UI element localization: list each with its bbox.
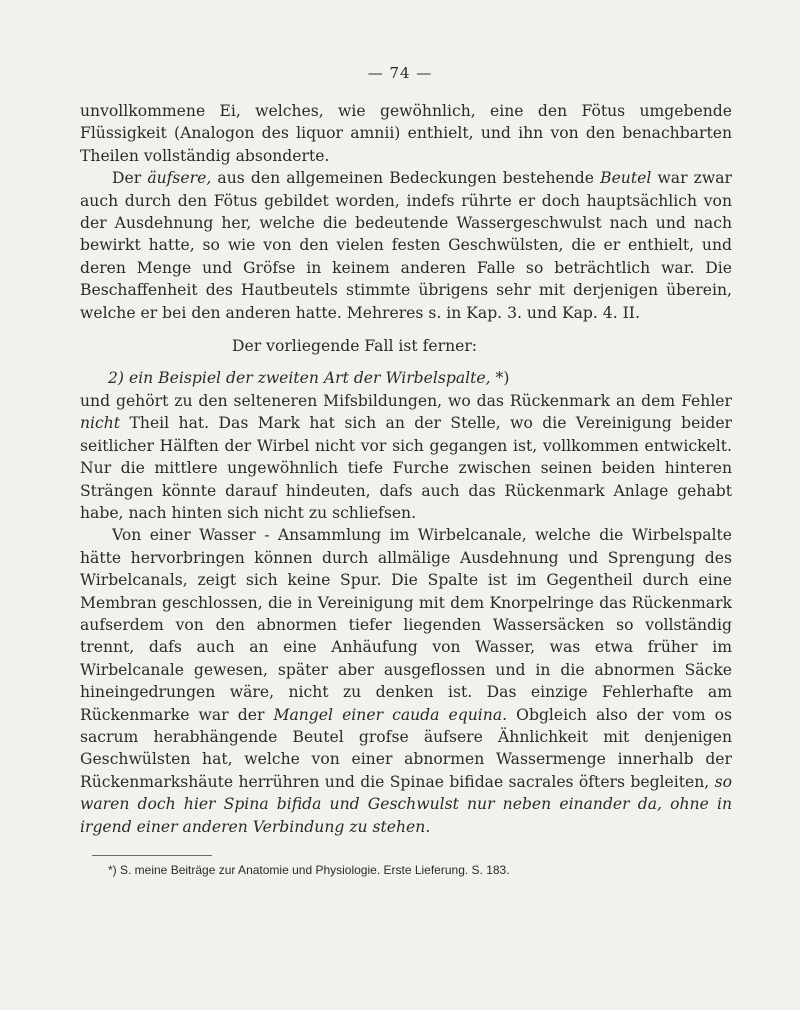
emphasis-text: nicht: [80, 414, 121, 433]
text-run: Theil hat. Das Mark hat sich an der Stelle, wo die Vereinigung beider seitlicher Hälften der Wirbel nicht vor sich gegangen ist, vollkommen entwickelt. Nur die mittlere ungewöhnlich tiefe Furche zwischen seinen beiden hinteren Strängen könnte darauf hindeuten, dafs auch das Rückenmark Anlage gehabt habe, nach hinten sich nicht zu schliefsen.: [80, 414, 732, 522]
body-text: [80, 100, 732, 838]
text-run: Der vorliegende Fall ist ferner:: [232, 337, 478, 356]
paragraph-p3: [80, 335, 732, 357]
emphasis-text: Beutel: [600, 169, 652, 188]
text-run: unvollkommene Ei, welches, wie gewöhnlich, eine den Fötus umgebende Flüssigkeit (Analogon des liquor amnii) enthielt, und ihn von den benachbarten Theilen vollständig absonderte.: [80, 102, 732, 165]
text-run: war zwar auch durch den Fötus gebildet worden, indefs rührte er doch hauptsächlich von der Ausdehnung her, welche die bedeutende Wassergeschwulst nach und nach bewirkt hatte, so wie von den vielen festen Geschwülsten, die er enthielt, und deren Menge und Gröfse in keinem anderen Falle so beträchtlich war. Die Beschaffenheit des Hautbeutels stimmte übrigens sehr mit derjenigen überein, welche er bei den anderen hatte. Mehreres s. in Kap. 3. und Kap. 4. II.: [80, 169, 732, 322]
page-number: — 74 —: [367, 64, 433, 82]
paragraph-p4: [80, 367, 732, 389]
footnote-rule: [92, 855, 212, 856]
text-run: Der: [112, 169, 148, 188]
paragraph-p6: [80, 524, 732, 838]
text-run: *): [490, 369, 510, 388]
paragraph-p2: [80, 167, 732, 324]
paragraph-p5: [80, 390, 732, 524]
text-run: Von einer Wasser - Ansammlung im Wirbelcanale, welche die Wirbelspalte hätte hervorbringen können durch allmälige Ausdehnung und Sprengung des Wirbelcanals, zeigt sich keine Spur. Die Spalte ist im Gegentheil durch eine Membran geschlossen, die in Vereinigung mit dem Knorpelringe das Rückenmark aufserdem von den abnormen tiefer liegenden Wassersäcken so vollständig trennt, dafs auch an eine Anhäufung von Wasser, was etwa früher im Wirbelcanale gewesen, später aber ausgeflossen und in die abnormen Säcke hineingedrungen wäre, nicht zu denken ist. Das einzige Fehlerhafte am Rückenmarke war der: [80, 526, 732, 724]
text-run: aus den allgemeinen Bedeckungen bestehende: [211, 169, 601, 188]
emphasis-text: äufsere,: [147, 169, 212, 188]
paragraph-p1: [80, 100, 732, 167]
footnote: *) S. meine Beiträge zur Anatomie und Physiologie. Erste Lieferung. S. 183.: [108, 863, 510, 877]
emphasis-text: Mangel einer cauda equina.: [273, 705, 508, 724]
emphasis-text: 2) ein Beispiel der zweiten Art der Wirbelspalte,: [108, 369, 491, 388]
text-run: und gehört zu den selteneren Mifsbildungen, wo das Rückenmark an dem Fehler: [80, 391, 732, 410]
emphasis-text: so waren doch hier Spina bifida und Geschwulst nur neben einander da, ohne in irgend einer anderen Verbindung zu stehen.: [80, 772, 732, 836]
text-run: Obgleich also der vom os sacrum herabhängende Beutel grofse äufsere Ähnlichkeit mit denjenigen Geschwülsten hat, welche von einer abnormen Wassermenge innerhalb der Rückenmarkshäute herrühren und die Spinae bifidae sacrales öfters begleiten,: [80, 705, 732, 791]
